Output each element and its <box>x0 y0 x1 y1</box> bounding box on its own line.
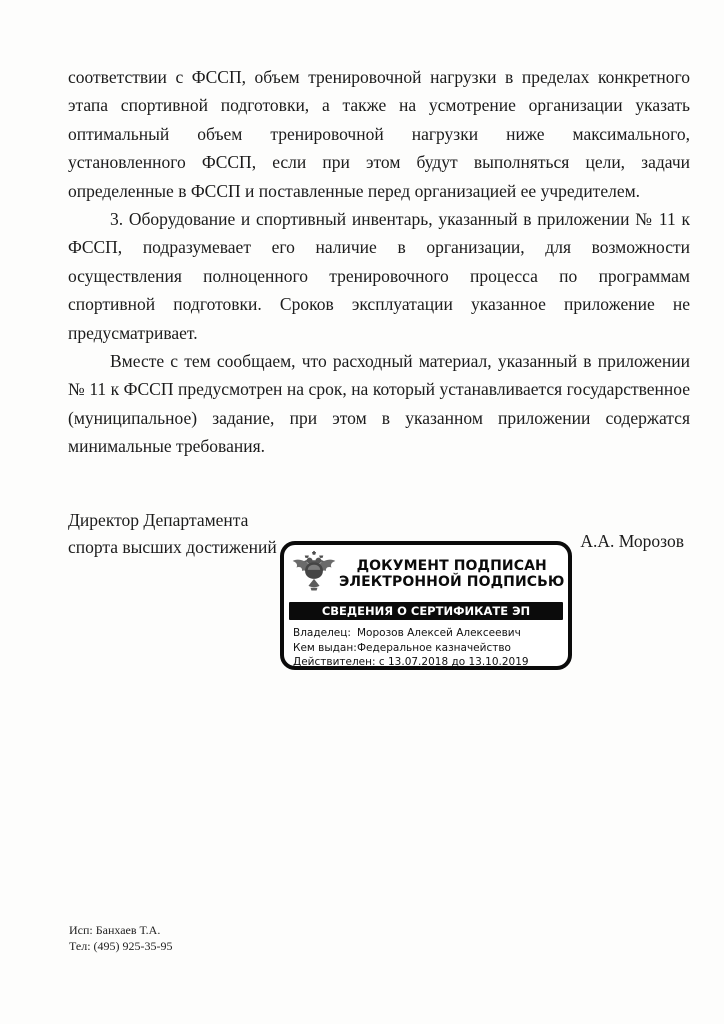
document-body <box>68 63 690 461</box>
signatory-title-line1: Директор Департамента <box>68 510 249 530</box>
stamp-title-line1: ДОКУМЕНТ ПОДПИСАН <box>356 557 547 574</box>
phone-line: Тел: (495) 925-35-95 <box>69 939 173 953</box>
certificate-owner-row <box>293 626 563 641</box>
certificate-info-header: СВЕДЕНИЯ О СЕРТИФИКАТЕ ЭП <box>289 602 563 620</box>
executor-line: Исп: Банхаев Т.А. <box>69 923 161 937</box>
stamp-header <box>289 549 563 599</box>
owner-label: Владелец: <box>293 627 351 639</box>
issuer-value: Федеральное казначейство <box>357 641 511 654</box>
certificate-validity-row <box>293 655 563 670</box>
paragraph-continuation: соответствии с ФССП, объем тренировочной нагрузки в пределах конкретного этапа спортивной подготовки, а также на усмотрение организации указать оптимальный объем тренировочной нагрузки ниже максимального, установленного ФССП, если при этом будут выполняться цели, задачи определенные в ФССП и поставленные перед организацией ее учредителем. <box>68 67 690 201</box>
paragraph-closing: Вместе с тем сообщаем, что расходный материал, указанный в приложении № 11 к ФССП предусмотрен на срок, на который устанавливается государственное (муниципальное) задание, при этом в указанном приложении содержатся минимальные требования. <box>68 351 690 457</box>
signatory-title-line2: спорта высших достижений <box>68 537 277 557</box>
validity-label: Действителен: <box>293 656 376 669</box>
issuer-label: Кем выдан: <box>293 641 357 654</box>
stamp-title-line2: ЭЛЕКТРОННОЙ ПОДПИСЬЮ <box>339 574 565 590</box>
signatory-title <box>68 507 277 561</box>
stamp-title <box>339 558 564 591</box>
double-headed-eagle-icon <box>289 549 339 599</box>
paragraph-item-3: 3. Оборудование и спортивный инвентарь, указанный в приложении № 11 к ФССП, подразумевает его наличие в организации, для возможности осуществления полноценного тренировочного процесса по программам спортивной подготовки. Сроков эксплуатации указанное приложение не предусматривает. <box>68 209 690 343</box>
owner-value: Морозов Алексей Алексеевич <box>357 627 521 639</box>
validity-value: с 13.07.2018 до 13.10.2019 <box>378 656 529 669</box>
certificate-issuer-row <box>293 641 563 656</box>
electronic-signature-stamp <box>280 541 572 670</box>
footer-executor-block <box>69 922 173 954</box>
signatory-name: А.А. Морозов <box>580 531 684 551</box>
certificate-details <box>289 620 563 670</box>
